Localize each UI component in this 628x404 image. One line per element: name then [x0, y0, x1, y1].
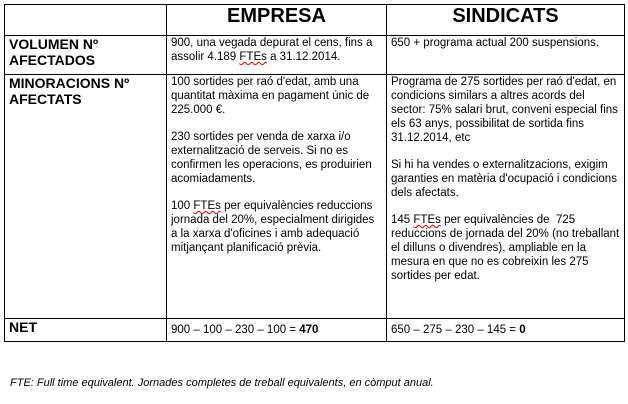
empresa-net-cell [167, 319, 387, 342]
net-formula: 650 – 275 – 230 – 145 = [391, 324, 520, 336]
cell-paragraph: 100 FTEs per equivalències reduccions jornada del 20%, especialment dirigides a la xarxa d'oficines i amb adequació mitjançant planificació prèvia. [171, 200, 375, 254]
header-sindicats: SINDICATS [387, 5, 625, 36]
row-volumen-afectados [5, 36, 625, 75]
cell-paragraph: Programa de 275 sortides per raó d'edat, en condicions similars a altres acords del sector: 75% salari brut, conveni especial fins els 63 anys, possibilitat de sortida fins 31.12.2014, etc [391, 76, 618, 144]
row-net [5, 319, 625, 342]
net-result: 0 [519, 324, 526, 336]
cell-paragraph: Si hi ha vendes o externalitzacions, exigim garanties en matèria d'ocupació i condicions dels afectats. [391, 159, 617, 199]
row-minoracions [5, 75, 625, 319]
row-label: NET [5, 319, 167, 342]
net-result: 470 [299, 324, 319, 336]
cell-paragraph: 145 FTEs per equivalències de 725 reduccions de jornada del 20% (no treballant el dilluns o divendres), ampliable en la mesura en que no es cobreixin les 275 sortides per edat. [391, 214, 620, 282]
header-row [5, 5, 625, 36]
header-corner-cell [5, 5, 167, 36]
sindicats-cell [387, 36, 625, 75]
cell-paragraph: 650 + programa actual 200 suspensions. [391, 37, 600, 49]
empresa-cell [167, 75, 387, 319]
cell-paragraph: 900, una vegada depurat el cens, fins a assolir 4.189 FTEs a 31.12.2014. [171, 37, 373, 63]
row-label: MINORACIONS Nº AFECTATS [5, 75, 167, 319]
fte-term: FTEs [193, 200, 221, 212]
sindicats-net-cell [387, 319, 625, 342]
empresa-cell [167, 36, 387, 75]
cell-paragraph: 100 sortides per raó d'edat, amb una quantitat màxima en pagament únic de 225.000 €. [171, 76, 370, 116]
header-empresa: EMPRESA [167, 5, 387, 36]
footnote: FTE: Full time equivalent. Jornades completes de treball equivalents, en còmput anual. [10, 377, 434, 389]
comparison-table [4, 4, 625, 342]
row-label: VOLUMEN Nº AFECTADOS [5, 36, 167, 75]
sindicats-cell [387, 75, 625, 319]
net-formula: 900 – 100 – 230 – 100 = [171, 324, 300, 336]
cell-paragraph: 230 sortides per venda de xarxa i/o externalització de serveis. Si no es confirmen les operacions, es produirien acomiadaments. [171, 131, 372, 185]
fte-term: FTEs [239, 51, 267, 63]
fte-term: FTEs [413, 214, 441, 226]
